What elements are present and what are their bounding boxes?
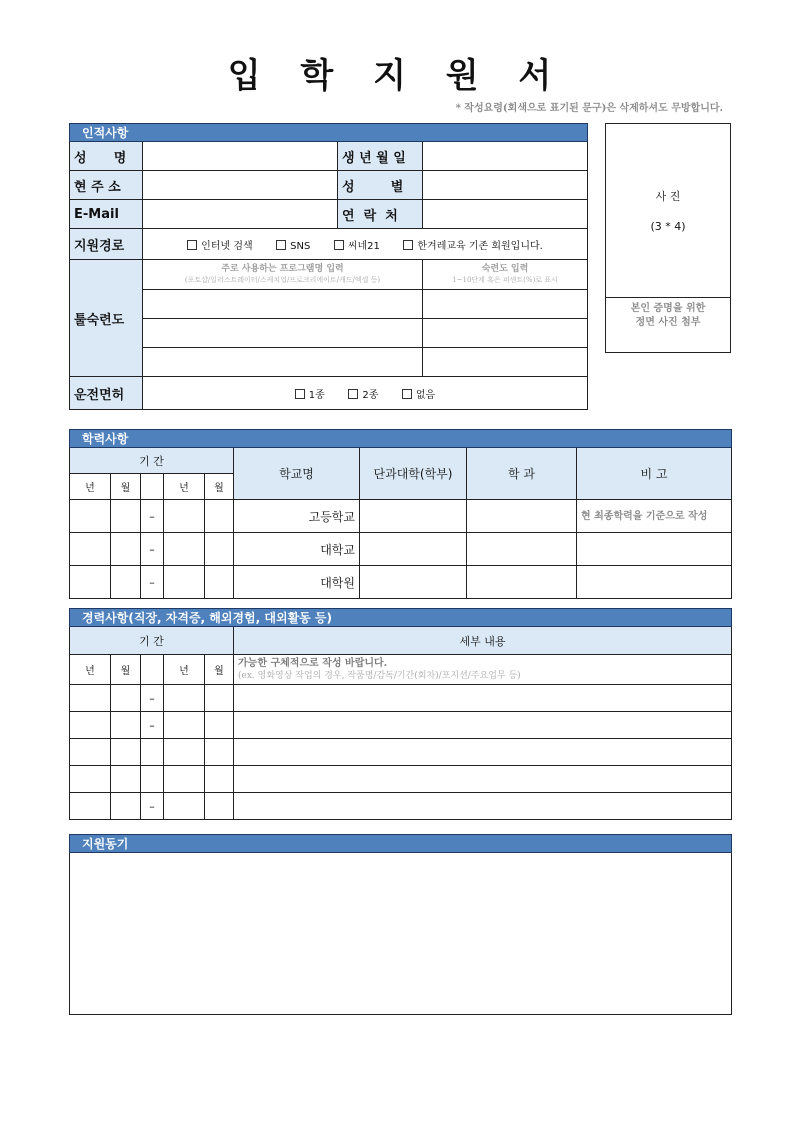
start-year-field[interactable] — [70, 739, 111, 766]
remark-field[interactable] — [577, 566, 732, 599]
instruction-note: * 작성요령(회색으로 표기된 문구)은 삭제하셔도 무방합니다. — [455, 103, 723, 114]
college-field[interactable] — [360, 566, 467, 599]
contact-field[interactable] — [423, 200, 588, 229]
start-month-field[interactable] — [111, 566, 141, 599]
tool-field[interactable] — [143, 319, 423, 348]
page-title: 입 학 지 원 서 — [227, 56, 566, 96]
route-option[interactable]: SNS — [276, 241, 310, 252]
tool-header: 주로 사용하는 프로그램명 입력 (포토샵/일러스트레이터/스케치업/프로크리에이트/캐드/엑셀 등) — [143, 260, 423, 290]
detail-field[interactable] — [234, 685, 732, 712]
photo-area — [606, 124, 730, 298]
start-year-field[interactable] — [70, 500, 111, 533]
period-dash: – — [141, 685, 164, 712]
period-dash: – — [141, 533, 164, 566]
table-row — [70, 766, 732, 793]
license-option[interactable]: 1종 — [295, 390, 325, 401]
tool-field[interactable] — [143, 290, 423, 319]
remark-header: 비 고 — [577, 448, 732, 500]
dept-header: 학 과 — [467, 448, 577, 500]
year-header: 년 — [70, 474, 111, 500]
end-year-field[interactable] — [164, 566, 205, 599]
checkbox-icon — [187, 240, 197, 250]
year-header: 년 — [70, 655, 111, 685]
photo-size: (3 * 4) — [650, 220, 686, 233]
gender-label: 성 별 — [338, 171, 423, 200]
route-label: 지원경로 — [70, 229, 143, 260]
end-year-field[interactable] — [164, 533, 205, 566]
table-row — [70, 793, 732, 820]
address-field[interactable] — [143, 171, 338, 200]
college-field[interactable] — [360, 500, 467, 533]
table-row — [70, 566, 732, 599]
year-header: 년 — [164, 474, 205, 500]
school-name: 대학교 — [234, 533, 360, 566]
college-header: 단과대학(학부) — [360, 448, 467, 500]
end-year-field[interactable] — [164, 500, 205, 533]
birth-label: 생 년 월 일 — [338, 142, 423, 171]
skill-field[interactable] — [423, 290, 588, 319]
start-year-field[interactable] — [70, 685, 111, 712]
route-option[interactable]: 한겨레교육 기존 회원입니다. — [403, 241, 542, 252]
checkbox-icon — [402, 389, 412, 399]
period-dash — [141, 766, 164, 793]
personal-section-header: 인적사항 — [70, 124, 588, 142]
start-month-field[interactable] — [111, 712, 141, 739]
detail-header: 세부 내용 — [234, 627, 732, 655]
end-month-field[interactable] — [205, 712, 234, 739]
skill-header: 숙련도 입력 1~10단계 혹은 퍼센트(%)로 표시 — [423, 260, 588, 290]
period-header: 기 간 — [70, 448, 234, 474]
license-option[interactable]: 없음 — [402, 390, 435, 401]
education-table — [69, 429, 732, 599]
checkbox-icon — [403, 240, 413, 250]
tool-label: 툴숙련도 — [70, 260, 143, 377]
start-year-field[interactable] — [70, 766, 111, 793]
school-name: 고등학교 — [234, 500, 360, 533]
month-header: 월 — [205, 655, 234, 685]
month-header: 월 — [111, 474, 141, 500]
period-header: 기 간 — [70, 627, 234, 655]
name-label: 성 명 — [70, 142, 143, 171]
remark-field[interactable]: 현 최종학력을 기준으로 작성 — [577, 500, 732, 533]
college-field[interactable] — [360, 533, 467, 566]
start-month-field[interactable] — [111, 533, 141, 566]
career-section-header: 경력사항(직장, 자격증, 해외경험, 대외활동 등) — [70, 609, 732, 627]
end-month-field[interactable] — [205, 685, 234, 712]
license-options — [143, 377, 588, 410]
table-row — [70, 685, 732, 712]
personal-table — [69, 123, 588, 410]
detail-field[interactable] — [234, 766, 732, 793]
dash-header — [141, 474, 164, 500]
motivation-field[interactable] — [70, 853, 732, 1015]
checkbox-icon — [295, 389, 305, 399]
period-dash — [141, 739, 164, 766]
school-header: 학교명 — [234, 448, 360, 500]
contact-label: 연 락 처 — [338, 200, 423, 229]
name-field[interactable] — [143, 142, 338, 171]
remark-field[interactable] — [577, 533, 732, 566]
school-name: 대학원 — [234, 566, 360, 599]
email-label: E-Mail — [70, 200, 143, 229]
end-month-field[interactable] — [205, 766, 234, 793]
gender-field[interactable] — [423, 171, 588, 200]
table-row — [70, 739, 732, 766]
start-year-field[interactable] — [70, 712, 111, 739]
end-month-field[interactable] — [205, 739, 234, 766]
checkbox-icon — [334, 240, 344, 250]
skill-field[interactable] — [423, 348, 588, 377]
table-row — [70, 533, 732, 566]
start-year-field[interactable] — [70, 566, 111, 599]
end-year-field[interactable] — [164, 712, 205, 739]
detail-field[interactable] — [234, 712, 732, 739]
license-option[interactable]: 2종 — [348, 390, 378, 401]
month-header: 월 — [205, 474, 234, 500]
month-header: 월 — [111, 655, 141, 685]
start-year-field[interactable] — [70, 533, 111, 566]
end-year-field[interactable] — [164, 685, 205, 712]
table-row — [70, 712, 732, 739]
period-dash: – — [141, 712, 164, 739]
dept-field[interactable] — [467, 500, 577, 533]
detail-field[interactable] — [234, 739, 732, 766]
end-year-field[interactable] — [164, 739, 205, 766]
route-option[interactable]: 인터넷 검색 — [187, 241, 252, 252]
start-month-field[interactable] — [111, 793, 141, 820]
birth-field[interactable] — [423, 142, 588, 171]
end-year-field[interactable] — [164, 766, 205, 793]
detail-field[interactable] — [234, 793, 732, 820]
motivation-section-header: 지원동기 — [70, 835, 732, 853]
checkbox-icon — [348, 389, 358, 399]
tool-field[interactable] — [143, 348, 423, 377]
checkbox-icon — [276, 240, 286, 250]
end-year-field[interactable] — [164, 793, 205, 820]
end-month-field[interactable] — [205, 793, 234, 820]
period-dash: – — [141, 566, 164, 599]
end-month-field[interactable] — [205, 566, 234, 599]
license-label: 운전면허 — [70, 377, 143, 410]
start-month-field[interactable] — [111, 766, 141, 793]
period-dash: – — [141, 793, 164, 820]
career-table — [69, 608, 732, 820]
end-month-field[interactable] — [205, 533, 234, 566]
period-dash: – — [141, 500, 164, 533]
dash-header — [141, 655, 164, 685]
dept-field[interactable] — [467, 566, 577, 599]
address-label: 현 주 소 — [70, 171, 143, 200]
education-section-header: 학력사항 — [70, 430, 732, 448]
start-month-field[interactable] — [111, 685, 141, 712]
email-field[interactable] — [143, 200, 338, 229]
end-month-field[interactable] — [205, 500, 234, 533]
start-month-field[interactable] — [111, 500, 141, 533]
skill-field[interactable] — [423, 319, 588, 348]
table-row — [70, 500, 732, 533]
route-option[interactable]: 씨네21 — [334, 241, 380, 252]
route-options — [143, 229, 588, 260]
photo-box[interactable] — [605, 123, 731, 353]
start-month-field[interactable] — [111, 739, 141, 766]
motivation-table — [69, 834, 732, 1015]
year-header: 년 — [164, 655, 205, 685]
career-hint: 가능한 구체적으로 작성 바랍니다. (ex. 영화영상 작업의 경우, 작품명/감독/기간(회차)/포지션/주요업무 등) — [234, 655, 732, 685]
photo-label: 사 진 — [655, 190, 681, 203]
start-year-field[interactable] — [70, 793, 111, 820]
dept-field[interactable] — [467, 533, 577, 566]
photo-note: 본인 증명을 위한 정면 사진 첨부 — [630, 303, 706, 328]
